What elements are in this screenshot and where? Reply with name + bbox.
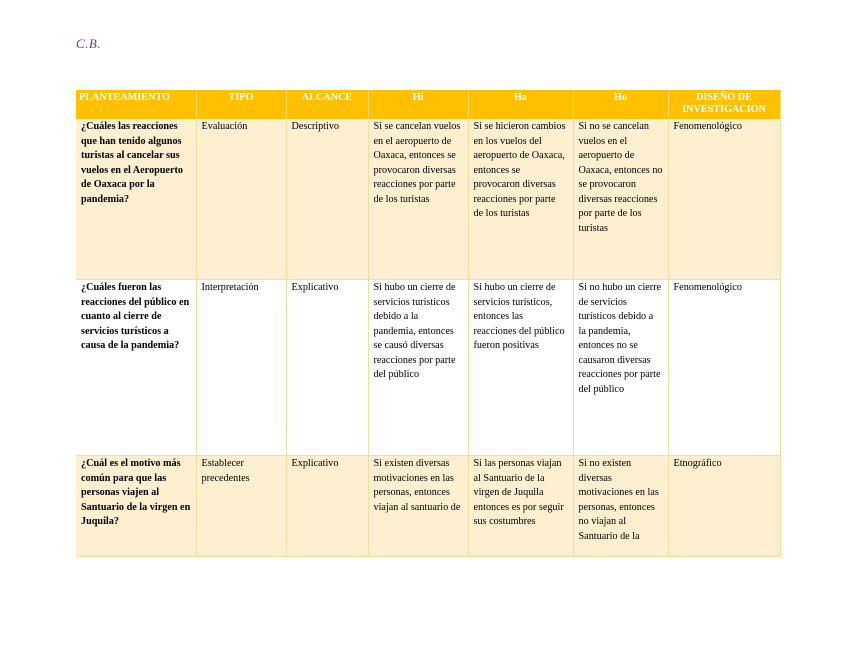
cell-alcance: Descriptivo bbox=[286, 119, 368, 280]
cell-hi: Si hubo un cierre de servicios turísticos debido a la pandemia, entonces se causó diversas reacciones por parte del público bbox=[368, 280, 468, 456]
header-hi: Hi bbox=[368, 90, 468, 119]
table-header-row bbox=[76, 90, 780, 119]
cell-planteamiento: ¿Cuál es el motivo más común para que las personas viajen al Santuario de la virgen en Juquila? bbox=[76, 456, 196, 557]
table-row bbox=[76, 456, 780, 557]
cell-ha: Si las personas viajan al Santuario de la virgen de Juquila entonces es por seguir sus costumbres bbox=[468, 456, 573, 557]
research-table bbox=[76, 90, 781, 557]
cell-diseno: Etnográfico bbox=[668, 456, 780, 557]
cell-hi: Si se cancelan vuelos en el aeropuerto de Oaxaca, entonces se provocaron diversas reacciones por parte de los turistas bbox=[368, 119, 468, 280]
table-row bbox=[76, 119, 780, 280]
cell-ho: Si no hubo un cierre de servicios turísticos debido a la pandemia, entonces no se causaron diversas reacciones por parte del público bbox=[573, 280, 668, 456]
header-alcance: ALCANCE bbox=[286, 90, 368, 119]
header-ha: Ha bbox=[468, 90, 573, 119]
cell-hi: Si existen diversas motivaciones en las personas, entonces viajan al santuario de bbox=[368, 456, 468, 557]
header-ho: Ho bbox=[573, 90, 668, 119]
header-planteamiento: PLANTEAMIENTO bbox=[76, 90, 196, 119]
cell-planteamiento: ¿Cuáles fueron las reacciones del público en cuanto al cierre de servicios turísticos a causa de la pandemia? bbox=[76, 280, 196, 456]
cell-tipo: Establecer precedentes bbox=[196, 456, 286, 557]
cell-diseno: Fenomenológico bbox=[668, 280, 780, 456]
cell-diseno: Fenomenológico bbox=[668, 119, 780, 280]
cell-tipo: Interpretación bbox=[196, 280, 286, 456]
cell-planteamiento: ¿Cuáles las reacciones que han tenido algunos turistas al cancelar sus vuelos en el Aeropuerto de Oaxaca por la pandemia? bbox=[76, 119, 196, 280]
author-initials: C.B. bbox=[76, 36, 102, 51]
cell-ho: Si no existen diversas motivaciones en las personas, entonces no viajan al Santuario de la bbox=[573, 456, 668, 557]
cell-alcance: Explicativo bbox=[286, 280, 368, 456]
header-tipo: TIPO bbox=[196, 90, 286, 119]
cell-alcance: Explicativo bbox=[286, 456, 368, 557]
header-diseno: DISEÑO DE INVESTIGACION bbox=[668, 90, 780, 119]
cell-ha: Si se hicieron cambios en los vuelos del aeropuerto de Oaxaca, entonces se provocaron diversas reacciones por parte de los turistas bbox=[468, 119, 573, 280]
cell-tipo: Evaluación bbox=[196, 119, 286, 280]
table-row bbox=[76, 280, 780, 456]
cell-ha: Si hubo un cierre de servicios turísticos, entonces las reacciones del público fueron positivas bbox=[468, 280, 573, 456]
cell-ho: Si no se cancelan vuelos en el aeropuerto de Oaxaca, entonces no se provocaron diversas reacciones por parte de los turistas bbox=[573, 119, 668, 280]
